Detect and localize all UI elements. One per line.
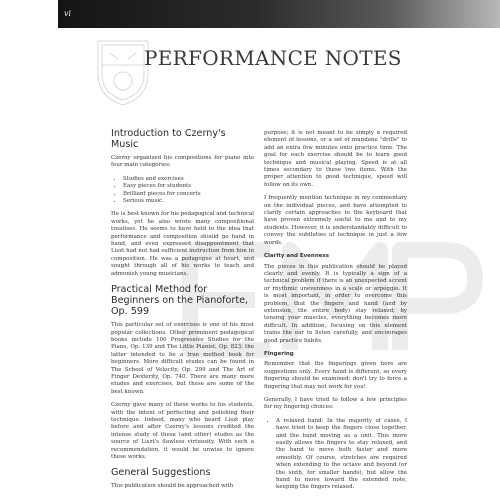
paragraph: Generally, I have tried to follow a few principles for my fingering choices: <box>264 397 407 411</box>
page-header-bar <box>58 0 500 28</box>
page-number: vi <box>64 9 72 18</box>
fingering-list <box>264 418 407 492</box>
subheading-clarity: Clarity and Evenness <box>264 253 330 260</box>
subheading-fingering: Fingering <box>264 350 294 357</box>
paragraph: He is best known for his pedagogical and technical works, yet he also wrote many compositional treatises. He seems to have held to the idea that performance and composition should go hand in hand, and even expressed disappointment that Liszt had not had sufficient instruction from him in composition. He was a pedagogue at heart, and sought through all of his works to teach and admonish young musicians. <box>111 211 254 277</box>
list-item: • A relaxed hand: In the majority of cases, I have tried to keep the fingers close together, and the hand moving as a unit. This more easily allows the fingers to stay relaxed, and the hand to move both faster and more smoothly. Of course, stretches are required when extending to the octave and beyond (or the sixth, for smaller hands), but allow the hand to move toward the extended note, keeping the fingers relaxed. <box>276 418 407 492</box>
paragraph: Czerny gave many of these works to his students, with the intent of perfecting and polishing their technique. Indeed, many who heard Liszt play before and after Czerny's lessons credited the intense study of these (and other) etudes as the source of Liszt's flawless virtuosity. With such a recommendation, it would be unwise to ignore these works. <box>111 402 254 460</box>
left-column <box>111 128 254 497</box>
right-column <box>264 130 407 498</box>
section-heading-introduction: Introduction to Czerny's Music <box>111 128 226 150</box>
paragraph: The pieces in this publication should be played clearly and evenly. It is typically a sign of a technical problem if there is an unexpected accent or rhythmic unevenness in a scale or arpeggio. It is most important, in order to overcome this problem, that the fingers and hand (and by extension, the entire body) stay relaxed; by tensing your muscles, everything becomes more difficult. In addition, focusing on this element trains the ear to listen carefully, and encourages good practice habits. <box>264 263 407 344</box>
paragraph: purpose; it is not meant to be simply a required element of lessons, or a set of mundane "drills" to add an extra few minutes onto practice time. The goal for each exercise should be to learn good technique and musical playing. Speed is at all times secondary to these two items. With the proper attention to good technique, speed will follow on its own. <box>264 130 407 188</box>
page-title: PERFORMANCE NOTES <box>144 46 402 70</box>
category-list <box>111 176 254 206</box>
paragraph: Czerny organized his compositions for piano into four main categories: <box>111 155 254 169</box>
section-heading-practical-method: Practical Method for Beginners on the Pianoforte, Op. 599 <box>111 284 249 318</box>
list-item: • Serious music. <box>123 198 254 205</box>
paragraph: Remember that the fingerings given here are suggestions only. Every hand is different, so every fingering should be examined; don't try to force a fingering that may not work for you! <box>264 361 407 390</box>
list-item: • Brilliant pieces for concerts <box>123 191 254 198</box>
list-item: • Studies and exercises <box>123 176 254 183</box>
paragraph: I frequently mention technique in my commentary on the individual pieces, and have attempted to clarify certain approaches to the keyboard that have proven extremely useful to me and to my students. However, it is understandably difficult to convey the subtleties of technique in just a few words. <box>264 195 407 246</box>
list-item: • Easy pieces for students <box>123 183 254 190</box>
section-heading-general-suggestions: General Suggestions <box>111 467 211 479</box>
paragraph: This publication should be approached with <box>111 483 234 490</box>
paragraph: This particular set of exercises is one of his most popular collections. Other prominent pedagogical books include 100 Progressive Studies for the Piano, Op. 139 and The Little Pianist, Op. 823; the latter intended to be a true method book for beginners. More difficult etudes can be found in The School of Velocity, Op. 299 and The Art of Finger Dexterity, Op. 740. There are many more etudes and exercises, but these are some of the best known. <box>111 322 254 395</box>
